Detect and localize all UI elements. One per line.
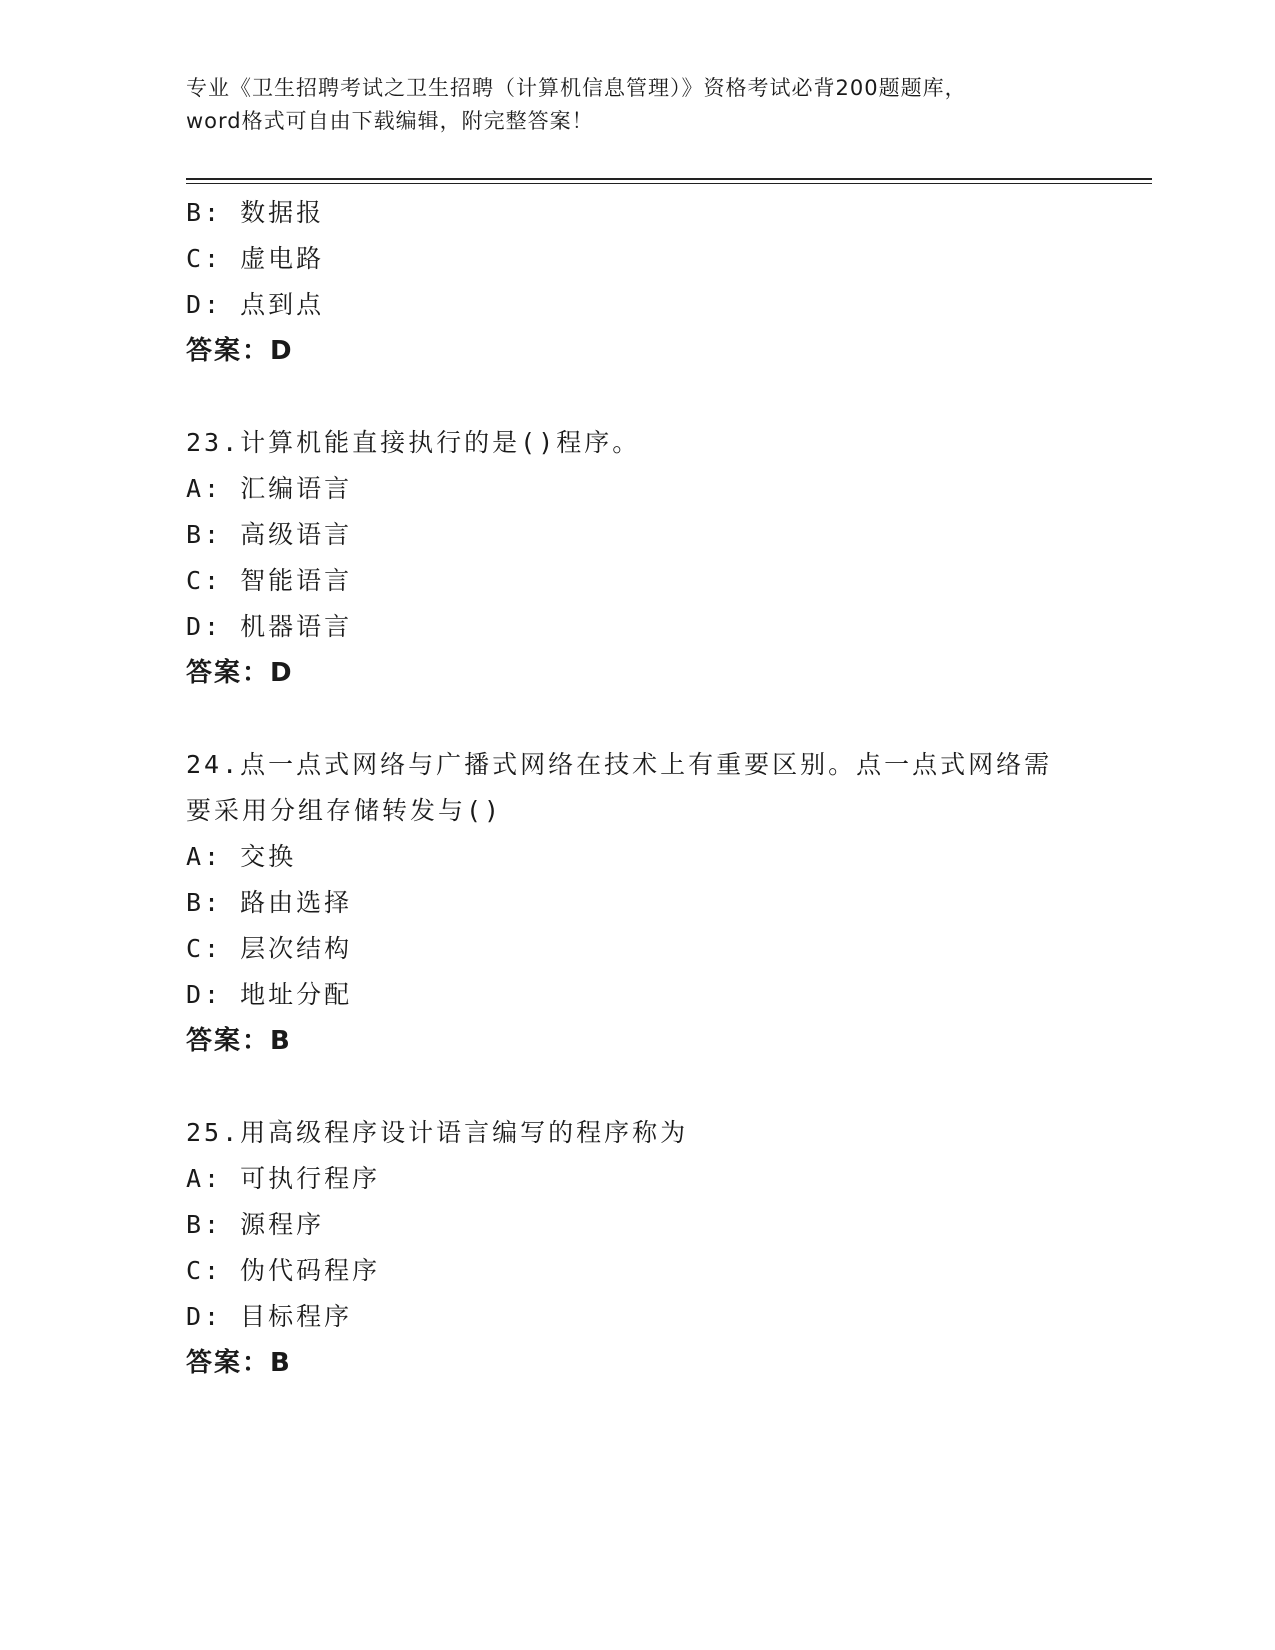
header-line-1: 专业《卫生招聘考试之卫生招聘（计算机信息管理）》资格考试必背200题题库， <box>186 76 967 100</box>
option-b: B: 高级语言 <box>186 520 353 549</box>
option-a: A: 汇编语言 <box>186 474 353 503</box>
option-b: B: 路由选择 <box>186 888 353 917</box>
answer: 答案：B <box>186 1026 292 1056</box>
question-24 <box>186 742 1146 1064</box>
question-23 <box>186 420 1146 696</box>
option-d: D: 地址分配 <box>186 980 353 1009</box>
option-d: D: 目标程序 <box>186 1302 353 1331</box>
option-b: B: 源程序 <box>186 1210 325 1239</box>
header-divider-thick <box>186 178 1152 180</box>
option-d: D: 机器语言 <box>186 612 353 641</box>
option-c: C: 层次结构 <box>186 934 353 963</box>
option-d: D: 点到点 <box>186 290 325 319</box>
spacer <box>186 1064 1146 1110</box>
document-header <box>186 72 1086 138</box>
spacer <box>186 696 1146 742</box>
question-stem-line-2: 要采用分组存储转发与() <box>186 796 503 825</box>
question-25 <box>186 1110 1146 1386</box>
answer: 答案：D <box>186 658 294 688</box>
option-a: A: 可执行程序 <box>186 1164 381 1193</box>
question-stem: 23.计算机能直接执行的是()程序。 <box>186 428 641 457</box>
option-b: B: 数据报 <box>186 198 325 227</box>
header-line-2: word格式可自由下载编辑，附完整答案！ <box>186 109 594 133</box>
option-c: C: 伪代码程序 <box>186 1256 381 1285</box>
option-c: C: 智能语言 <box>186 566 353 595</box>
answer: 答案：B <box>186 1348 292 1378</box>
option-c: C: 虚电路 <box>186 244 325 273</box>
question-22-continued <box>186 190 1146 374</box>
question-stem-line-1: 24.点一点式网络与广播式网络在技术上有重要区别。点一点式网络需 <box>186 750 1053 779</box>
option-a: A: 交换 <box>186 842 297 871</box>
question-list <box>186 190 1146 1386</box>
question-stem: 25.用高级程序设计语言编写的程序称为 <box>186 1118 689 1147</box>
answer: 答案：D <box>186 336 294 366</box>
spacer <box>186 374 1146 420</box>
header-divider-thin <box>186 183 1152 184</box>
